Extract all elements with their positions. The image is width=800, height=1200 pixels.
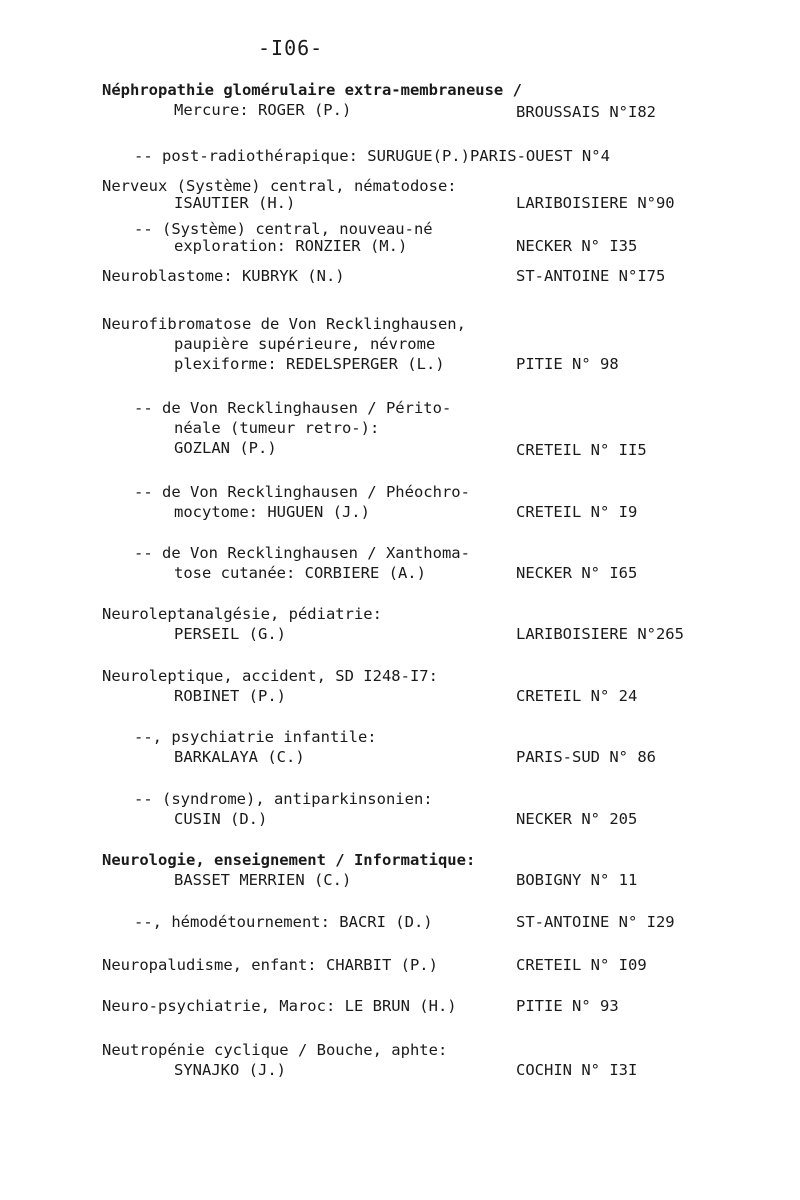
entry-subline: néale (tumeur retro-): (174, 419, 380, 437)
entry-subheading: -- de Von Recklinghausen / Périto- (134, 399, 452, 417)
entry-author: ROBINET (P.) (174, 687, 286, 705)
entry-location: NECKER N° I35 (516, 237, 638, 255)
entry-location: LARIBOISIERE N°265 (516, 625, 684, 643)
entry-subheading: -- (Système) central, nouveau-né (134, 220, 433, 238)
entry-subline: paupière supérieure, névrome (174, 335, 436, 353)
entry-subheading: -- de Von Recklinghausen / Phéochro- (134, 483, 470, 501)
entry-heading: Neutropénie cyclique / Bouche, aphte: (102, 1041, 448, 1059)
entry-location: BROUSSAIS N°I82 (516, 103, 656, 121)
entry-author: Mercure: ROGER (P.) (174, 101, 352, 119)
entry-author: BASSET MERRIEN (C.) (174, 871, 352, 889)
entry-author: mocytome: HUGUEN (J.) (174, 503, 370, 521)
entry-location: NECKER N° 205 (516, 810, 638, 828)
entry-location: PARIS-SUD N° 86 (516, 748, 656, 766)
entry-heading: Neurologie, enseignement / Informatique: (102, 851, 476, 869)
entry-location: ST-ANTOINE N°I75 (516, 267, 666, 285)
entry-location: PITIE N° 98 (516, 355, 619, 373)
entry-author: BARKALAYA (C.) (174, 748, 305, 766)
entry-heading: Neuroblastome: KUBRYK (N.) (102, 267, 345, 285)
entry-subheading: --, hémodétournement: BACRI (D.) (134, 913, 433, 931)
entry-author: PERSEIL (G.) (174, 625, 286, 643)
entry-author: plexiforme: REDELSPERGER (L.) (174, 355, 445, 373)
entry-heading: Neuropaludisme, enfant: CHARBIT (P.) (102, 956, 438, 974)
entry-author: CUSIN (D.) (174, 810, 268, 828)
entry-location: NECKER N° I65 (516, 564, 638, 582)
entry-author: SYNAJKO (J.) (174, 1061, 286, 1079)
entry-location: CRETEIL N° II5 (516, 441, 647, 459)
entry-location: PITIE N° 93 (516, 997, 619, 1015)
entry-subheading: -- de Von Recklinghausen / Xanthoma- (134, 544, 470, 562)
entry-author: exploration: RONZIER (M.) (174, 237, 408, 255)
entry-subheading: --, psychiatrie infantile: (134, 728, 377, 746)
entry-heading: Neurofibromatose de Von Recklinghausen, (102, 315, 466, 333)
entry-location: CRETEIL N° I09 (516, 956, 647, 974)
entry-location: LARIBOISIERE N°90 (516, 194, 675, 212)
entry-subheading: -- post-radiothérapique: SURUGUE(P.)PARIS-OUEST N°4 (134, 147, 610, 165)
entry-heading: Néphropathie glomérulaire extra-membraneuse / (102, 81, 522, 99)
entry-author: GOZLAN (P.) (174, 439, 277, 457)
entry-author: ISAUTIER (H.) (174, 194, 296, 212)
entry-location: COCHIN N° I3I (516, 1061, 638, 1079)
entry-subheading: -- (syndrome), antiparkinsonien: (134, 790, 433, 808)
entry-heading: Neuroleptique, accident, SD I248-I7: (102, 667, 438, 685)
entry-heading: Neuroleptanalgésie, pédiatrie: (102, 605, 382, 623)
entry-location: CRETEIL N° 24 (516, 687, 638, 705)
entry-heading: Neuro-psychiatrie, Maroc: LE BRUN (H.) (102, 997, 457, 1015)
page-number: -I06- (258, 36, 324, 60)
entry-location: ST-ANTOINE N° I29 (516, 913, 675, 931)
entry-heading: Nerveux (Système) central, nématodose: (102, 177, 457, 195)
entry-location: BOBIGNY N° 11 (516, 871, 638, 889)
entry-author: tose cutanée: CORBIERE (A.) (174, 564, 426, 582)
entry-location: CRETEIL N° I9 (516, 503, 638, 521)
